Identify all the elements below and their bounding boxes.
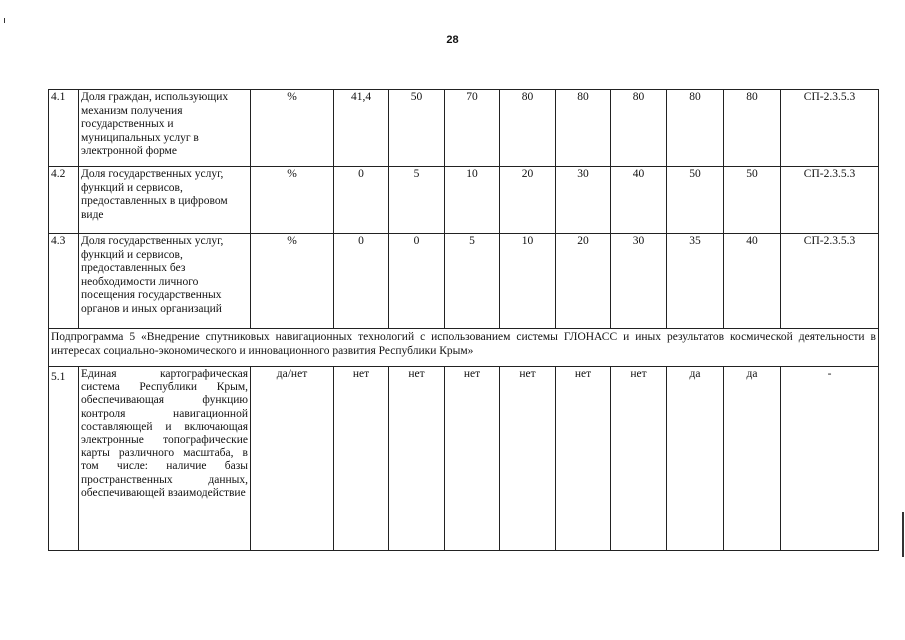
unit-cell: % xyxy=(251,234,334,329)
value-cell: 10 xyxy=(500,234,556,329)
value-cell: 0 xyxy=(334,234,389,329)
reference-cell: СП-2.3.5.3 xyxy=(781,167,879,234)
value-cell: нет xyxy=(389,367,445,551)
reference-cell: СП-2.3.5.3 xyxy=(781,90,879,167)
value-cell: 35 xyxy=(667,234,724,329)
table-row xyxy=(49,234,879,329)
subprogram-row xyxy=(49,329,879,367)
value-cell: нет xyxy=(445,367,500,551)
value-cell: 50 xyxy=(667,167,724,234)
value-cell: 0 xyxy=(334,167,389,234)
value-cell: нет xyxy=(334,367,389,551)
indicator-name: Доля государственных услуг, функций и сервисов, предоставленных в цифровом виде xyxy=(79,167,251,234)
value-cell: 50 xyxy=(724,167,781,234)
value-cell: 30 xyxy=(611,234,667,329)
value-cell: нет xyxy=(500,367,556,551)
value-cell: 70 xyxy=(445,90,500,167)
value-cell: 40 xyxy=(724,234,781,329)
scan-edge-mark xyxy=(4,18,5,23)
value-cell: 80 xyxy=(500,90,556,167)
value-cell: 10 xyxy=(445,167,500,234)
value-cell: нет xyxy=(611,367,667,551)
unit-cell: % xyxy=(251,167,334,234)
value-cell: 80 xyxy=(724,90,781,167)
reference-cell: - xyxy=(781,367,879,551)
table-row xyxy=(49,367,879,551)
value-cell: 80 xyxy=(556,90,611,167)
page-number: 28 xyxy=(446,34,459,46)
scan-edge-mark xyxy=(902,512,904,557)
indicators-table xyxy=(48,89,879,551)
reference-cell: СП-2.3.5.3 xyxy=(781,234,879,329)
subprogram-title: Подпрограмма 5 «Внедрение спутниковых навигационных технологий с использованием системы ГЛОНАСС и иных результатов космической деятельности в интересах социально-экономического и инновационного развития Республики Крым» xyxy=(49,329,879,367)
value-cell: 20 xyxy=(556,234,611,329)
row-number: 4.2 xyxy=(49,167,79,234)
value-cell: 80 xyxy=(611,90,667,167)
value-cell: 5 xyxy=(445,234,500,329)
value-cell: 20 xyxy=(500,167,556,234)
value-cell: 5 xyxy=(389,167,445,234)
unit-cell: % xyxy=(251,90,334,167)
row-number: 4.3 xyxy=(49,234,79,329)
table-row xyxy=(49,90,879,167)
value-cell: 41,4 xyxy=(334,90,389,167)
row-number: 5.1 xyxy=(49,367,79,551)
value-cell: 40 xyxy=(611,167,667,234)
row-number: 4.1 xyxy=(49,90,79,167)
value-cell: 30 xyxy=(556,167,611,234)
value-cell: да xyxy=(724,367,781,551)
value-cell: 0 xyxy=(389,234,445,329)
indicator-name: Единая картографическая система Республики Крым, обеспечивающая функцию контроля навигационной составляющей и включающая электронные топографические карты различного масштаба, в том числе: наличие базы пространственных данных, обеспечивающей взаимодействие xyxy=(79,367,251,551)
table-row xyxy=(49,167,879,234)
value-cell: да xyxy=(667,367,724,551)
value-cell: нет xyxy=(556,367,611,551)
indicator-name: Доля государственных услуг, функций и сервисов, предоставленных без необходимости личного посещения государственных органов и иных организаций xyxy=(79,234,251,329)
unit-cell: да/нет xyxy=(251,367,334,551)
indicator-name: Доля граждан, использующих механизм получения государственных и муниципальных услуг в электронной форме xyxy=(79,90,251,167)
value-cell: 50 xyxy=(389,90,445,167)
value-cell: 80 xyxy=(667,90,724,167)
